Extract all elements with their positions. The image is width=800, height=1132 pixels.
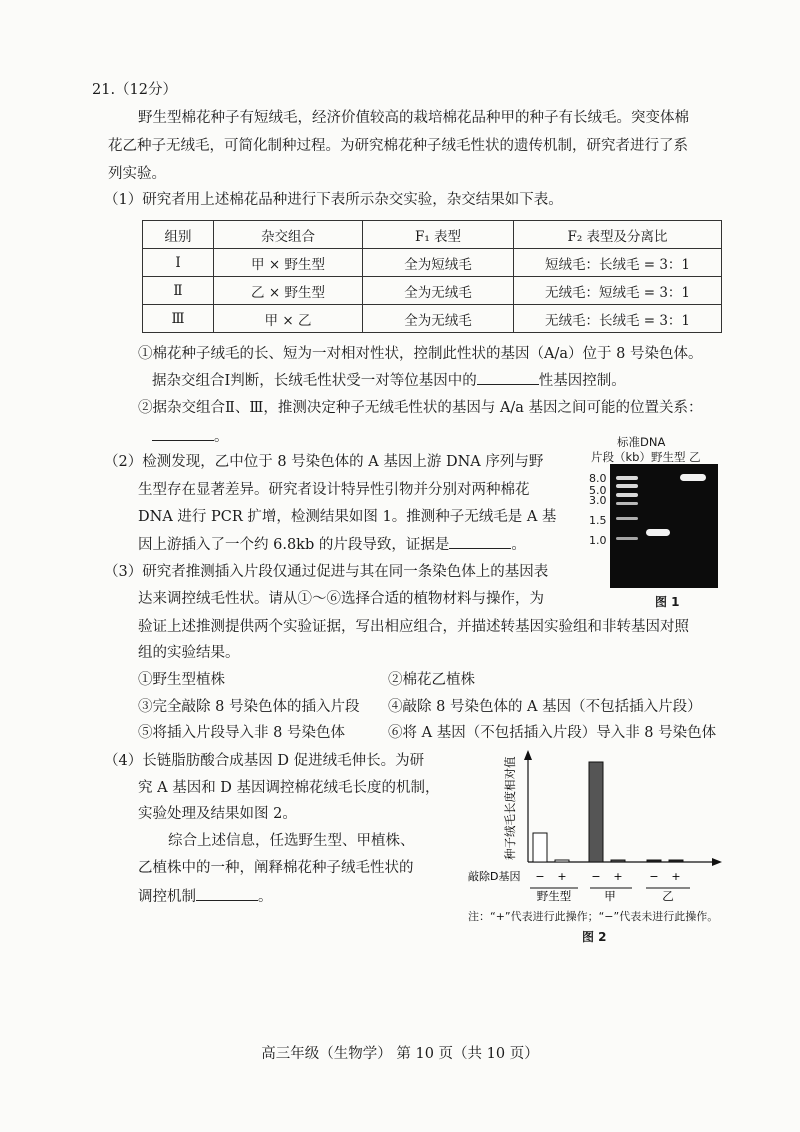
q1-sub-2: ②据杂交组合Ⅱ、Ⅲ，推测决定种子无绒毛性状的基因与 A/a 基因之间可能的位置关系： (138, 400, 703, 416)
table-header: F₂ 表型及分离比 (514, 221, 722, 249)
table-row (143, 249, 722, 277)
q1-sub-b-post: 性基因控制。 (538, 373, 626, 389)
table-cell: 无绒毛：长绒毛 = 3：1 (514, 305, 722, 333)
table-cell: 全为短绒毛 (363, 249, 514, 277)
x-tick-label: − (535, 870, 545, 883)
part3-line-4: 组的实验结果。 (138, 645, 240, 661)
answer-blank[interactable] (196, 886, 258, 901)
fig2-note: 注：“+”代表进行此操作；“−”代表未进行此操作。 (468, 910, 719, 923)
answer-blank[interactable] (477, 370, 539, 385)
table-cell: 甲 × 野生型 (214, 249, 363, 277)
part4-line-2: 究 A 基因和 D 基因调控棉花绒毛长度的机制， (138, 780, 440, 796)
part4-para2-line-2: 乙植株中的一种，阐释棉花种子绒毛性状的 (138, 860, 414, 876)
group-label: 甲 (604, 889, 616, 903)
table-row (143, 277, 722, 305)
bar (647, 860, 661, 862)
part3-line-2: 达来调控绒毛性状。请从①～⑥选择合适的植物材料与操作，为 (138, 591, 544, 607)
page-footer: 高三年级（生物学） 第 10 页（共 10 页） (261, 1046, 539, 1062)
x-tick-label: + (557, 870, 567, 883)
table-header: 组别 (143, 221, 214, 249)
x-tick-label: − (649, 870, 659, 883)
cross-table (142, 220, 722, 333)
table-cell: 全为无绒毛 (363, 277, 514, 305)
part1-lead: （1）研究者用上述棉花品种进行下表所示杂交实验，杂交结果如下表。 (104, 192, 563, 208)
fig1-ladder-title-1: 标准DNA (617, 435, 666, 449)
x-axis-label: 敲除D基因 (468, 870, 521, 883)
intro-line-2: 花乙种子无绒毛，可简化制种过程。为研究棉花种子绒毛性状的遗传机制，研究者进行了系 (108, 138, 688, 154)
bar (555, 860, 569, 862)
option-3: ③完全敲除 8 号染色体的插入片段 (138, 699, 360, 715)
period: 。 (214, 429, 229, 445)
table-cell: Ⅲ (143, 305, 214, 333)
band-wild-type (646, 529, 670, 536)
fig1-tick: 1.0 (589, 534, 607, 547)
bar (669, 860, 683, 862)
q1-sub-b-pre: 据杂交组合Ⅰ判断，长绒毛性状受一对等位基因中的 (152, 373, 477, 389)
table-cell: 乙 × 野生型 (214, 277, 363, 305)
part3-line-1: （3）研究者推测插入片段仅通过促进与其在同一条染色体上的基因表 (104, 564, 549, 580)
table-header-row (143, 221, 722, 249)
fig1-tick: 1.5 (589, 514, 607, 527)
answer-blank[interactable] (152, 426, 214, 441)
fig1-tick: 8.0 (589, 472, 607, 485)
q1-sub-2-answer (152, 426, 229, 447)
table-row (143, 305, 722, 333)
table-cell: Ⅱ (143, 277, 214, 305)
fig1-tick: 3.0 (589, 494, 607, 507)
q1-sub-b (152, 370, 626, 391)
answer-blank[interactable] (449, 534, 511, 549)
table-header: 杂交组合 (214, 221, 363, 249)
fig1-caption: 图 1 (655, 595, 680, 609)
part3-line-3: 验证上述推测提供两个实验证据，写出相应组合，并描述转基因实验组和非转基因对照 (138, 619, 689, 635)
group-label: 野生型 (536, 889, 572, 903)
part4-line-1: （4）长链脂肪酸合成基因 D 促进绒毛伸长。为研 (104, 753, 425, 769)
part2-line-3: DNA 进行 PCR 扩增，检测结果如图 1。推测种子无绒毛是 A 基 (138, 509, 557, 525)
option-5: ⑤将插入片段导入非 8 号染色体 (138, 725, 345, 741)
table-cell: 无绒毛：短绒毛 = 3：1 (514, 277, 722, 305)
intro-line-1: 野生型棉花种子有短绒毛，经济价值较高的栽培棉花品种甲的种子有长绒毛。突变体棉 (138, 110, 689, 126)
fig1-tick: 5.0 (589, 484, 607, 497)
y-axis-arrow (524, 750, 532, 760)
part4-line-3: 实验处理及结果如图 2。 (138, 806, 297, 822)
part4-para2-line-1: 综合上述信息，任选野生型、甲植株、 (168, 833, 415, 849)
question-number: 21.（12分） (92, 82, 178, 98)
fig1-ladder-title-2: 片段（kb）野生型 乙 (591, 450, 701, 464)
part2-line-4 (138, 534, 526, 555)
band-yi (680, 474, 706, 481)
part2-line-2: 生型存在显著差异。研究者设计特异性引物并分别对两种棉花 (138, 482, 530, 498)
table-header: F₁ 表型 (363, 221, 514, 249)
bar (611, 860, 625, 862)
x-tick-label: − (591, 870, 601, 883)
part2-line-1: （2）检测发现，乙中位于 8 号染色体的 A 基因上游 DNA 序列与野 (104, 454, 544, 470)
q1-sub-a: ①棉花种子绒毛的长、短为一对相对性状，控制此性状的基因（A/a）位于 8 号染色体。 (138, 346, 703, 362)
part2-line-4-text: 因上游插入了一个约 6.8kb 的片段导致，证据是 (138, 537, 450, 553)
x-axis-arrow (712, 858, 722, 866)
intro-line-3: 列实验。 (108, 166, 166, 182)
part4-last-line (138, 886, 273, 907)
part4-last-text: 调控机制 (138, 889, 196, 905)
fig2-caption: 图 2 (582, 930, 607, 944)
x-tick-label: + (671, 870, 681, 883)
figure2-chart (468, 748, 730, 906)
option-4: ④敲除 8 号染色体的 A 基因（不包括插入片段） (388, 699, 702, 715)
table-cell: 甲 × 乙 (214, 305, 363, 333)
period: 。 (511, 537, 526, 553)
gel-image (610, 464, 718, 588)
table-cell: 全为无绒毛 (363, 305, 514, 333)
option-1: ①野生型植株 (138, 672, 225, 688)
option-6: ⑥将 A 基因（不包括插入片段）导入非 8 号染色体 (388, 725, 717, 741)
option-2: ②棉花乙植株 (388, 672, 475, 688)
bar (589, 762, 603, 862)
x-tick-label: + (613, 870, 623, 883)
group-label: 乙 (662, 889, 674, 903)
y-axis-label: 种子绒毛长度相对值 (503, 756, 517, 860)
table-cell: 短绒毛：长绒毛 = 3：1 (514, 249, 722, 277)
period: 。 (258, 889, 273, 905)
bar (533, 833, 547, 862)
table-cell: Ⅰ (143, 249, 214, 277)
